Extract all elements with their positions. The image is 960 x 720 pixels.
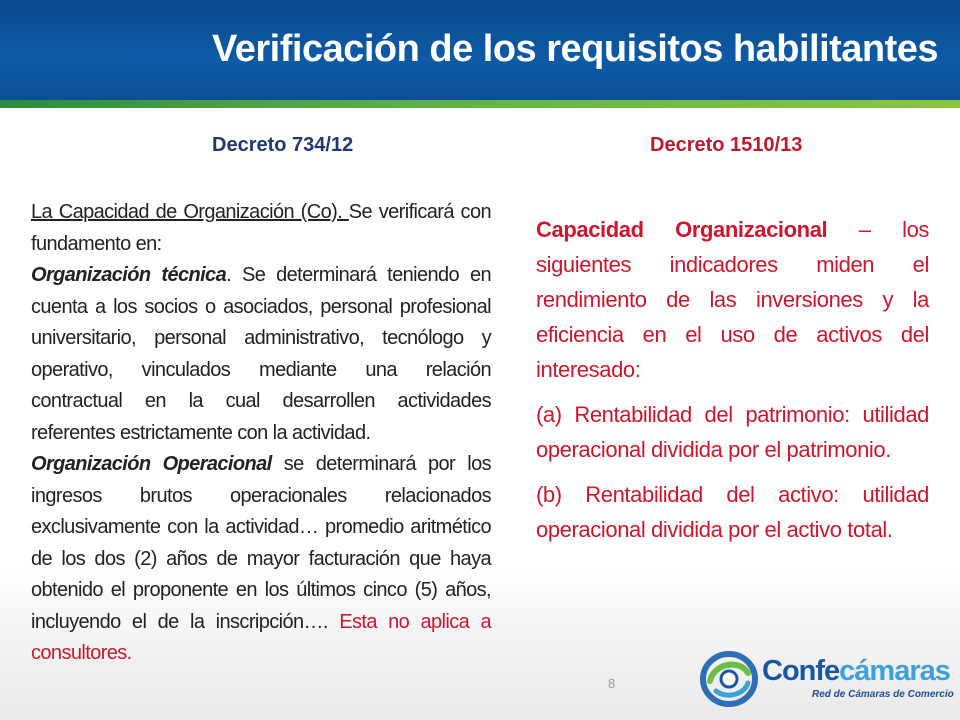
capacity-text: Se verificará con fundamento en:	[31, 201, 491, 255]
equity-return-paragraph: (a) Rentabilidad del patrimonio: utilidad operacional dividida por el patrimonio.	[536, 402, 929, 462]
logo-tagline: Red de Cámaras de Comercio	[812, 689, 954, 700]
technical-org-paragraph	[31, 260, 491, 449]
technical-org-term: Organización técnica	[31, 264, 227, 286]
org-capacity-text: – los siguientes indicadores miden el rendimiento de las inversiones y la eficiencia en el uso de activos del interesado:	[536, 217, 930, 382]
slide-title: Verificación de los requisitos habilitantes	[212, 28, 939, 70]
consultants-note: Esta no aplica a consultores.	[31, 610, 491, 664]
page-number: 8	[608, 676, 616, 691]
asset-return-paragraph: (b) Rentabilidad del activo: utilidad operacional dividida por el activo total.	[536, 482, 929, 542]
operational-org-text: se determinará por los ingresos brutos operacionales relacionados exclusivamente con la actividad… promedio aritmético de los dos (2) años de mayor facturación que haya obtenido el proponente en los últimos cinco (5) años, incluyendo el de la inscripción….	[31, 453, 491, 633]
right-column-heading: Decreto 1510/13	[650, 134, 803, 156]
green-accent-band	[0, 100, 960, 108]
title-bar	[0, 0, 960, 100]
technical-org-text: . Se determinará teniendo en cuenta a los socios o asociados, personal profesional universitario, personal administrativo, tecnólogo y operativo, vinculados mediante una relación contractual en la cual desarrollen actividades referentes estrictamente con la actividad.	[31, 264, 491, 444]
confecamaras-swirl-logo-icon	[700, 651, 758, 707]
right-column-body	[536, 212, 929, 557]
capacity-term: La Capacidad de Organización (Co).	[31, 201, 349, 223]
capacity-paragraph	[31, 197, 491, 260]
operational-org-paragraph	[31, 449, 491, 670]
left-column-heading: Decreto 734/12	[212, 134, 354, 156]
operational-org-term: Organización Operacional	[31, 453, 272, 475]
logo-wordmark: Confecámaras	[762, 655, 950, 687]
org-capacity-paragraph	[536, 212, 929, 387]
confecamaras-logo	[700, 651, 954, 707]
org-capacity-term: Capacidad Organizacional	[536, 217, 828, 242]
left-column-body	[31, 197, 491, 670]
